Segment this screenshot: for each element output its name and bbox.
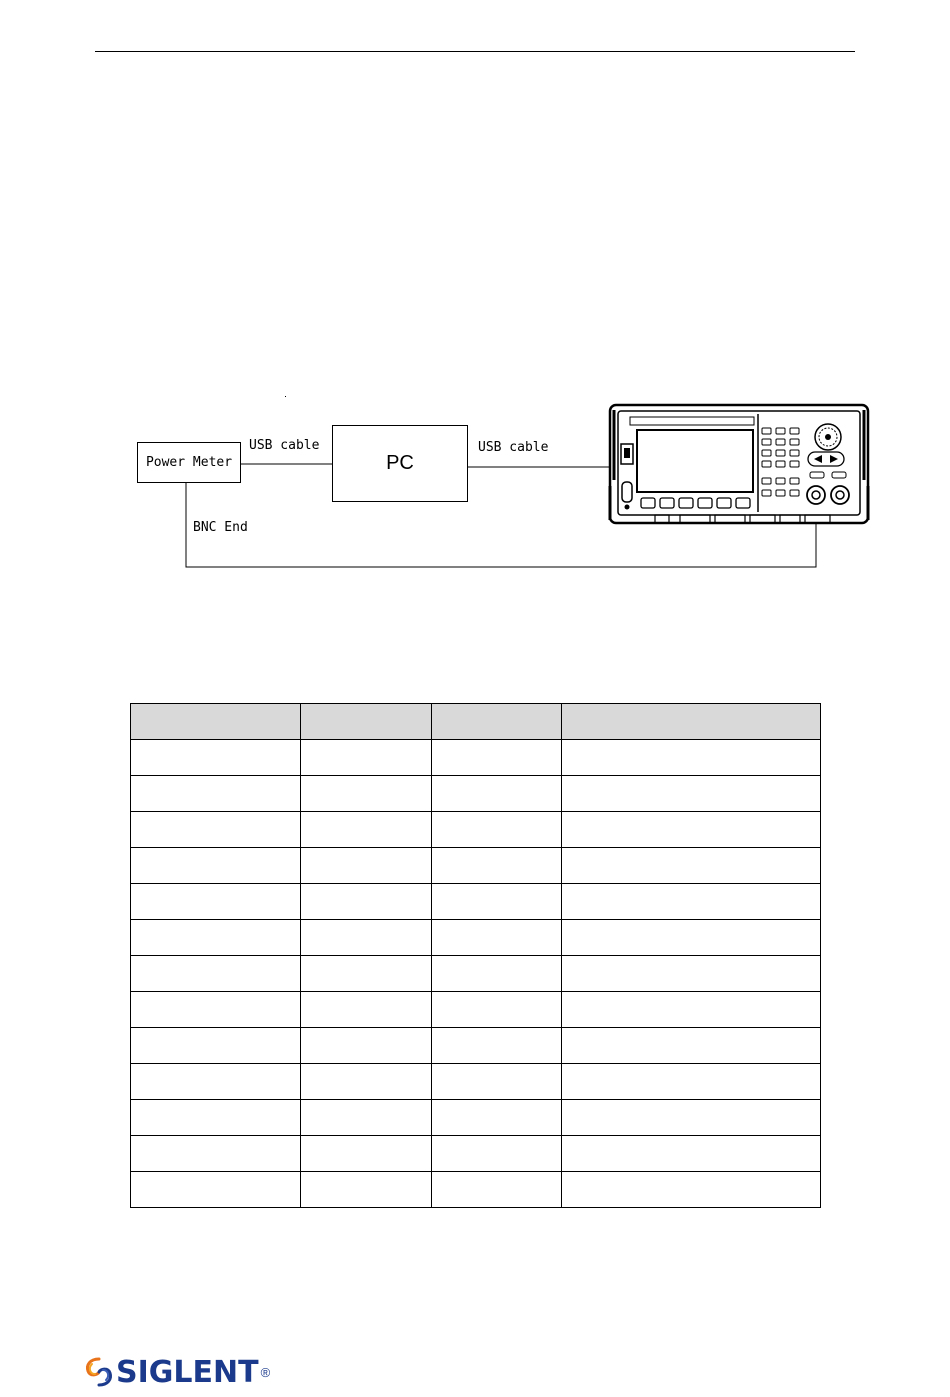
- table-cell: [562, 1028, 821, 1064]
- table-cell: [562, 1100, 821, 1136]
- pc-label: PC: [386, 452, 414, 474]
- table-header-cell: [432, 704, 562, 740]
- table-cell: [432, 812, 562, 848]
- table-cell: [432, 920, 562, 956]
- table-cell: [432, 1136, 562, 1172]
- table-cell: [301, 1100, 432, 1136]
- table-cell: [301, 1172, 432, 1208]
- usb-cable-right-label: USB cable: [478, 440, 549, 455]
- table-cell: [562, 1136, 821, 1172]
- table-row: [131, 1172, 821, 1208]
- table-row: [131, 740, 821, 776]
- table-row: [131, 992, 821, 1028]
- table-cell: [131, 1172, 301, 1208]
- table-cell: [131, 812, 301, 848]
- table-cell: [131, 1136, 301, 1172]
- table-cell: [131, 1028, 301, 1064]
- bnc-end-label: BNC End: [193, 520, 248, 535]
- siglent-logo: [82, 1352, 270, 1392]
- table-row: [131, 812, 821, 848]
- table-cell: [432, 992, 562, 1028]
- table-cell: [562, 884, 821, 920]
- siglent-swirl-icon: [82, 1355, 116, 1389]
- table-cell: [301, 1136, 432, 1172]
- table-cell: [432, 776, 562, 812]
- logo-text: SIGLENT: [116, 1354, 259, 1390]
- pc-box: [332, 425, 468, 502]
- table-cell: [432, 848, 562, 884]
- power-meter-label: Power Meter: [145, 455, 233, 470]
- table-cell: [562, 812, 821, 848]
- table-cell: [562, 1172, 821, 1208]
- table-cell: [301, 884, 432, 920]
- calibration-table: [130, 703, 821, 1208]
- table-cell: [432, 1100, 562, 1136]
- table-cell: [301, 1064, 432, 1100]
- table-cell: [131, 740, 301, 776]
- power-meter-box: [137, 442, 241, 483]
- table-header-cell: [301, 704, 432, 740]
- table-cell: [562, 992, 821, 1028]
- registered-mark: ®: [260, 1364, 271, 1380]
- table-cell: [301, 740, 432, 776]
- table-cell: [301, 992, 432, 1028]
- table-row: [131, 776, 821, 812]
- table-cell: [562, 956, 821, 992]
- table-cell: [131, 884, 301, 920]
- table-cell: [432, 740, 562, 776]
- table-cell: [301, 920, 432, 956]
- table-row: [131, 884, 821, 920]
- table-cell: [432, 956, 562, 992]
- table-cell: [562, 740, 821, 776]
- table-cell: [301, 812, 432, 848]
- table-cell: [131, 956, 301, 992]
- table-cell: [131, 920, 301, 956]
- table-row: [131, 1064, 821, 1100]
- table-cell: [562, 1064, 821, 1100]
- table-cell: [432, 1028, 562, 1064]
- table-cell: [562, 776, 821, 812]
- table-body: [131, 740, 821, 1208]
- table-row: [131, 848, 821, 884]
- table-header-cell: [562, 704, 821, 740]
- table-cell: [131, 992, 301, 1028]
- table-row: [131, 1136, 821, 1172]
- usb-cable-left-label: USB cable: [249, 438, 320, 453]
- table-cell: [432, 1172, 562, 1208]
- table-cell: [301, 776, 432, 812]
- table-cell: [301, 1028, 432, 1064]
- table-row: [131, 1028, 821, 1064]
- table-cell: [301, 956, 432, 992]
- table-cell: [432, 884, 562, 920]
- table-row: [131, 956, 821, 992]
- signal-generator-icon: [610, 405, 868, 523]
- table-cell: [301, 848, 432, 884]
- table-cell: [131, 848, 301, 884]
- table-row: [131, 1100, 821, 1136]
- table-cell: [131, 1064, 301, 1100]
- table-cell: [432, 1064, 562, 1100]
- table-cell: [562, 920, 821, 956]
- table-cell: [131, 1100, 301, 1136]
- table-header-cell: [131, 704, 301, 740]
- connection-diagram: [0, 0, 950, 600]
- table-cell: [562, 848, 821, 884]
- table-cell: [131, 776, 301, 812]
- table-row: [131, 920, 821, 956]
- table-header-row: [131, 704, 821, 740]
